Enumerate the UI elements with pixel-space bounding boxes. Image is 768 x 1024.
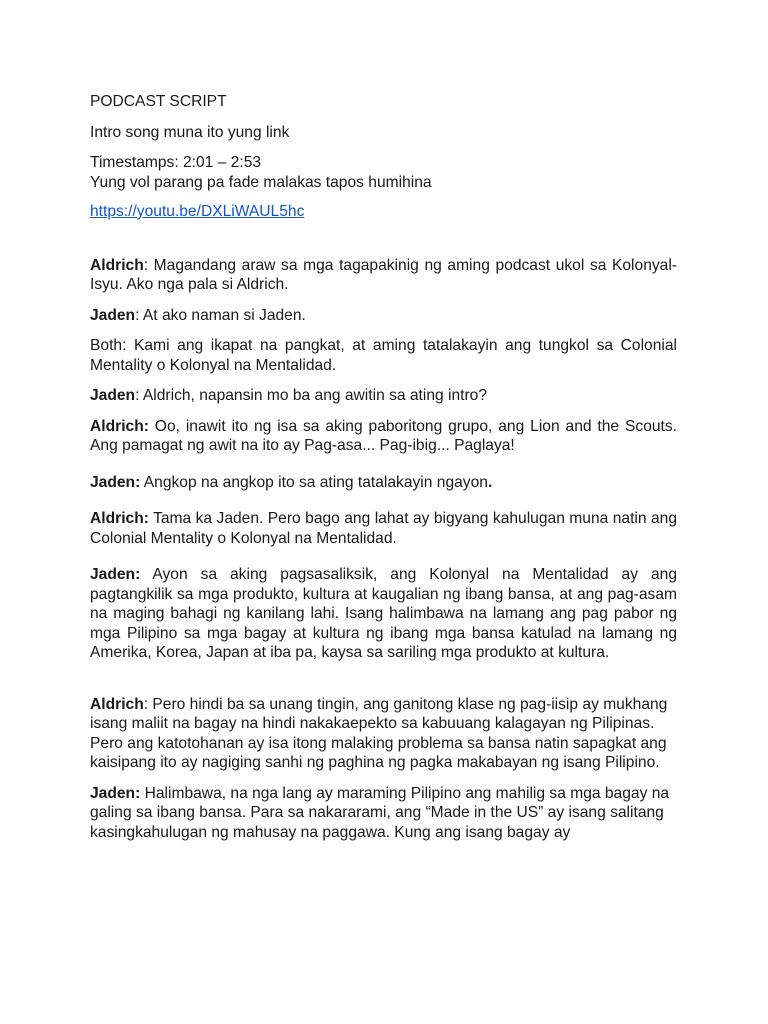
- dialogue-line: Both: Kami ang ikapat na pangkat, at aming tatalakayin ang tungkol sa Colonial Mentality o Kolonyal na Mentalidad.: [90, 337, 677, 374]
- speaker-name: Aldrich: [90, 510, 144, 527]
- speaker-name: Jaden: [90, 566, 136, 583]
- dialogue-line: Aldrich: Magandang araw sa mga tagapakinig ng aming podcast ukol sa Kolonyal-Isyu. Ako nga pala si Aldrich.: [90, 256, 677, 293]
- speaker-name: Both: [90, 337, 123, 354]
- speaker-name: Aldrich: [90, 256, 144, 274]
- dialogue-line: Jaden: Halimbawa, na nga lang ay maraming Pilipino ang mahilig sa mga bagay na galing sa ibang bansa. Para sa nakararami, ang “Made in the US” ay isang salitang kasingkahulugan ng mahusay na paggawa. Kung ang isang bagay ay: [90, 784, 670, 841]
- speaker-name: Aldrich: [90, 695, 144, 713]
- document-page: [90, 92, 677, 842]
- dialogue-text: Kami ang ikapat na pangkat, at aming tatalakayin ang tungkol sa Colonial Mentality o Kolonyal na Mentalidad.: [90, 337, 677, 374]
- dialogue-line: Jaden: Angkop na angkop ito sa ating tatalakayin ngayon.: [90, 473, 493, 491]
- dialogue-text: Halimbawa, na nga lang ay maraming Pilipino ang mahilig sa mga bagay na galing sa ibang bansa. Para sa nakararami, ang “Made in the US” ay isang salitang kasingkahulugan ng mahusay na paggawa. Kung ang isang bagay ay: [90, 784, 670, 841]
- dialogue-line: Jaden: Aldrich, napansin mo ba ang awitin sa ating intro?: [90, 387, 488, 404]
- speaker-name: Jaden: [90, 387, 136, 404]
- dialogue-text: Oo, inawit ito ng isa sa aking paboritong grupo, ang Lion and the Scouts. Ang pamagat ng awit na ito ay Pag-asa... Pag-ibig... Paglaya!: [90, 417, 677, 454]
- timestamps: Timestamps: 2:01 – 2:53: [90, 154, 262, 171]
- youtube-link[interactable]: https://youtu.be/DXLiWAUL5hc: [90, 203, 305, 220]
- dialogue-line: Aldrich: Tama ka Jaden. Pero bago ang lahat ay bigyang kahulugan muna natin ang Colonial Mentality o Kolonyal na Mentalidad.: [90, 510, 677, 547]
- volume-note: Yung vol parang pa fade malakas tapos humihina: [90, 173, 432, 191]
- dialogue-text: Pero hindi ba sa unang tingin, ang ganitong klase ng pag-iisip ay mukhang isang maliit na bagay na hindi nakakaepekto sa kabuuang kalagayan ng Pilipinas. Pero ang katotohanan ay isa itong malaking problema sa bansa natin sapagkat ang kaisipang ito ay nagiging sanhi ng paghina ng pagka makabayan ng isang Pilipino.: [90, 695, 668, 771]
- dialogue-line: Aldrich: Oo, inawit ito ng isa sa aking paboritong grupo, ang Lion and the Scouts. Ang pamagat ng awit na ito ay Pag-asa... Pag-ibig... Paglaya!: [90, 417, 677, 454]
- dialogue-text: Magandang araw sa mga tagapakinig ng aming podcast ukol sa Kolonyal-Isyu. Ako nga pala si Aldrich.: [90, 256, 677, 293]
- speaker-name: Jaden: [90, 473, 136, 491]
- dialogue-text: Aldrich, napansin mo ba ang awitin sa ating intro?: [139, 387, 488, 404]
- dialogue-text: At ako naman si Jaden.: [139, 306, 306, 324]
- dialogue-line: Jaden: Ayon sa aking pagsasaliksik, ang Kolonyal na Mentalidad ay ang pagtangkilik sa mga produkto, kultura at kaugalian ng ibang bansa, at ang pag-asam na maging bahagi ng kanilang lahi. Isang halimbawa na lamang ang pag pabor ng mga Pilipino sa mga bagay at kultura ng ibang mga bansa katulad na lamang ng Amerika, Korea, Japan at iba pa, kaysa sa sariling mga produkto at kultura.: [90, 566, 677, 661]
- intro-note: Intro song muna ito yung link: [90, 123, 290, 141]
- speaker-name: Jaden: [90, 306, 136, 324]
- document-title: PODCAST SCRIPT: [90, 93, 227, 110]
- dialogue-text: Angkop na angkop ito sa ating tatalakayin ngayon: [140, 473, 488, 491]
- speaker-name: Jaden: [90, 784, 136, 802]
- dialogue-text: Ayon sa aking pagsasaliksik, ang Kolonyal na Mentalidad ay ang pagtangkilik sa mga produkto, kultura at kaugalian ng ibang bansa, at ang pag-asam na maging bahagi ng kanilang lahi. Isang halimbawa na lamang ang pag pabor ng mga Pilipino sa mga bagay at kultura ng ibang mga bansa katulad na lamang ng Amerika, Korea, Japan at iba pa, kaysa sa sariling mga produkto at kultura.: [90, 566, 677, 661]
- speaker-name: Aldrich: [90, 417, 144, 435]
- dialogue-line: Jaden: At ako naman si Jaden.: [90, 306, 306, 324]
- dialogue-line: Aldrich: Pero hindi ba sa unang tingin, ang ganitong klase ng pag-iisip ay mukhang isang maliit na bagay na hindi nakakaepekto sa kabuuang kalagayan ng Pilipinas. Pero ang katotohanan ay isa itong malaking problema sa bansa natin sapagkat ang kaisipang ito ay nagiging sanhi ng paghina ng pagka makabayan ng isang Pilipino.: [90, 695, 668, 771]
- dialogue-text: Tama ka Jaden. Pero bago ang lahat ay bigyang kahulugan muna natin ang Colonial Mentality o Kolonyal na Mentalidad.: [90, 510, 677, 547]
